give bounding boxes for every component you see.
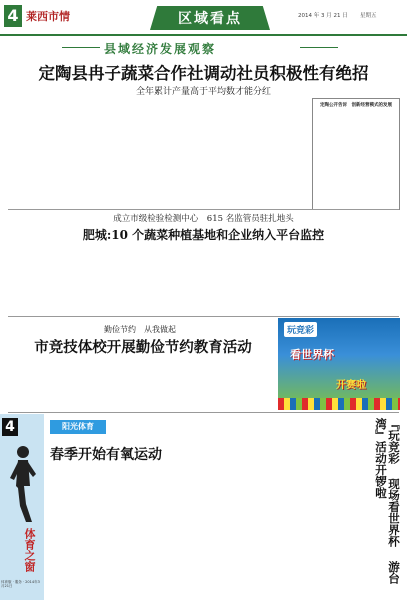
sunshine-body-col-2 — [112, 466, 170, 594]
lead-body-col-4 — [236, 100, 308, 206]
story2-body-col-4 — [296, 244, 400, 314]
story2-body-col-1 — [8, 244, 100, 314]
story2-headline: 肥城:10 个蔬菜种植基地和企业纳入平台监控 — [82, 228, 325, 242]
banner-rule-left — [62, 47, 100, 48]
story2-body-col-2 — [104, 244, 196, 314]
ad-main-text: 看世界杯 — [290, 348, 334, 361]
lead-body-col-3 — [160, 100, 232, 206]
story3-body-col-3 — [144, 356, 208, 410]
lead-headline: 定陶县冉子蔬菜合作社调动社员积极性有绝招 — [38, 64, 369, 83]
story3-body-col-2 — [76, 356, 140, 410]
ad-badge: 玩竞彩 — [284, 322, 317, 337]
divider — [8, 316, 399, 317]
lottery-ad[interactable] — [278, 318, 400, 410]
right-vertical-headline: 『玩竞彩 现场看世界杯 游台湾』活动开锣啦 — [374, 418, 401, 584]
column-label: 阳光体育 — [50, 420, 106, 434]
sunshine-body-col-4 — [236, 422, 302, 594]
sunshine-body-col-1 — [50, 466, 108, 594]
banner-rule-right — [300, 47, 338, 48]
banner-title: 县域经济发展观察 — [104, 42, 217, 56]
divider — [8, 209, 399, 210]
lead-body-col-2 — [84, 100, 156, 206]
divider — [8, 412, 399, 413]
lead-body-col-1 — [8, 100, 80, 206]
story3-body-col-4 — [212, 356, 274, 410]
section-label: 莱西市情 — [26, 10, 70, 23]
right-story-body — [306, 422, 372, 594]
ad-sub-text: 开赛啦 — [336, 380, 366, 391]
lead-sidebar-title: 定陶公开告诉 创新经营模式的发展 — [320, 103, 392, 108]
sports-section-title: 体育之窗 — [23, 528, 36, 572]
lead-sidebar — [312, 98, 400, 210]
weekday: 星期五 — [360, 13, 377, 19]
issue-date: 2014 年 3 月 21 日 — [298, 13, 348, 19]
page-number: 4 — [4, 5, 22, 27]
story3-kicker: 勤俭节约 从我做起 — [104, 325, 176, 334]
sunshine-headline: 春季开始有氧运动 — [50, 447, 162, 463]
sports-page-number: 4 — [2, 418, 18, 436]
story2-body-col-3 — [200, 244, 292, 314]
ad-decor-strip — [278, 398, 400, 410]
story3-body-col-1 — [8, 356, 72, 410]
sunshine-body-col-3 — [174, 466, 232, 594]
story3-headline: 市竞技体校开展勤俭节约教育活动 — [34, 339, 252, 356]
sports-meta: 体育版 · 服务 · 2014年3月21日 — [1, 580, 40, 589]
story2-kicker: 成立市级检验检测中心 615 名监管员驻扎地头 — [113, 214, 294, 224]
runner-silhouette-icon — [6, 444, 40, 524]
lead-subhead: 全年累计产量高于平均数才能分红 — [135, 87, 271, 97]
region-title: 区域看点 — [178, 11, 242, 27]
